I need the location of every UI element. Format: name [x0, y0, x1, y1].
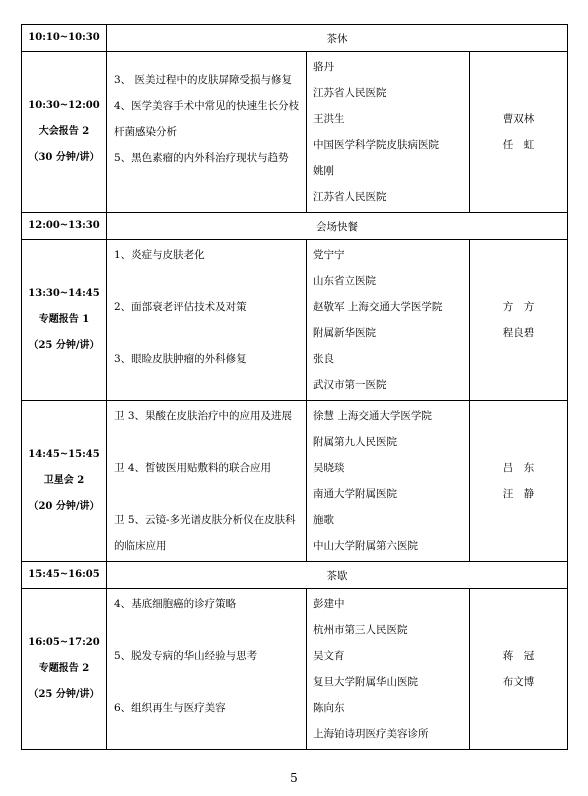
- speakers-cell: [307, 589, 470, 750]
- topic-item: 5、脱发专病的华山经验与思考: [114, 650, 258, 662]
- speaker-line: 中山大学附属第六医院: [313, 540, 418, 552]
- chair-name: 曹双林: [502, 113, 535, 125]
- chair-name: 汪 静: [502, 488, 535, 500]
- break-row: [22, 213, 568, 240]
- time-cell: 15:45~16:05: [22, 562, 107, 589]
- chair-name: 蒋 冠: [502, 650, 535, 662]
- chairs-cell: [470, 401, 568, 562]
- session-row: [22, 589, 568, 750]
- topics-cell: [107, 401, 307, 562]
- speaker-line: 彭建中: [313, 598, 345, 610]
- speakers-cell: [307, 240, 470, 401]
- topic-item: 6、组织再生与医疗美容: [114, 702, 226, 714]
- session-time: 10:30~12:00: [28, 100, 100, 111]
- topics-cell: [107, 240, 307, 401]
- speaker-line: 陈向东: [313, 702, 345, 714]
- speaker-line: 附属新华医院: [313, 327, 376, 339]
- speaker-line: 姚刚: [313, 165, 334, 177]
- chair-name: 吕 东: [502, 462, 535, 474]
- speaker-line: 赵敬军 上海交通大学医学院: [313, 301, 443, 313]
- page-number: 5: [290, 771, 298, 785]
- session-time: 13:30~14:45: [28, 288, 100, 299]
- speaker-line: 吴文育: [313, 650, 345, 662]
- speaker-line: 山东省立医院: [313, 275, 376, 287]
- speaker-line: 王洪生: [313, 113, 345, 125]
- speaker-line: 施歌: [313, 514, 334, 526]
- session-time: 16:05~17:20: [28, 637, 100, 648]
- topics-cell: [107, 52, 307, 213]
- topic-item: 3、 医美过程中的皮肤屏障受损与修复: [114, 74, 293, 86]
- time-cell: 12:00~13:30: [22, 213, 107, 240]
- session-name: 专题报告 1: [38, 314, 90, 325]
- topic-item: 4、医学美容手术中常见的快速生长分枝杆菌感染分析: [114, 100, 300, 138]
- topic-item: 5、黑色素瘤的内外科治疗现状与趋势: [114, 152, 289, 164]
- session-format: （25 分钟/讲）: [28, 340, 100, 351]
- chair-name: 方 方: [502, 301, 535, 313]
- speaker-line: 张良: [313, 353, 334, 365]
- break-label: 会场快餐: [107, 213, 568, 240]
- topic-item: 4、基底细胞癌的诊疗策略: [114, 598, 237, 610]
- break-row: [22, 25, 568, 52]
- speaker-line: 复旦大学附属华山医院: [313, 676, 418, 688]
- topics-cell: [107, 589, 307, 750]
- session-name: 卫星会 2: [43, 475, 85, 486]
- topic-item: 2、面部衰老评估技术及对策: [114, 301, 247, 313]
- speaker-line: 上海铂诗玥医疗美容诊所: [313, 728, 429, 740]
- chair-name: 布文博: [502, 676, 535, 688]
- session-format: （25 分钟/讲）: [28, 689, 100, 700]
- session-format: （30 分钟/讲）: [28, 152, 100, 163]
- speaker-line: 南通大学附属医院: [313, 488, 397, 500]
- time-cell: 10:10~10:30: [22, 25, 107, 52]
- speaker-line: 武汉市第一医院: [313, 379, 387, 391]
- chairs-cell: [470, 589, 568, 750]
- topic-item: 3、眼睑皮肤肿瘤的外科修复: [114, 353, 247, 365]
- session-name: 专题报告 2: [38, 663, 90, 674]
- session-info-cell: [22, 589, 107, 750]
- session-time: 14:45~15:45: [28, 449, 100, 460]
- session-info-cell: [22, 52, 107, 213]
- speakers-cell: [307, 401, 470, 562]
- session-row: [22, 52, 568, 213]
- chairs-cell: [470, 52, 568, 213]
- speaker-line: 江苏省人民医院: [313, 87, 387, 99]
- session-info-cell: [22, 240, 107, 401]
- break-label: 茶休: [107, 25, 568, 52]
- speaker-line: 吴晓琰: [313, 462, 345, 474]
- session-format: （20 分钟/讲）: [28, 501, 100, 512]
- chair-name: 程良碧: [502, 327, 535, 339]
- topic-item: 卫 3、果酸在皮肤治疗中的应用及进展: [114, 410, 293, 422]
- speaker-line: 江苏省人民医院: [313, 191, 387, 203]
- chairs-cell: [470, 240, 568, 401]
- break-row: [22, 562, 568, 589]
- speaker-line: 中国医学科学院皮肤病医院: [313, 139, 439, 151]
- session-name: 大会报告 2: [38, 126, 90, 137]
- session-row: [22, 401, 568, 562]
- topic-item: 卫 5、云镜-多光谱皮肤分析仪在皮肤科的临床应用: [114, 514, 296, 552]
- speaker-line: 骆丹: [313, 61, 334, 73]
- session-info-cell: [22, 401, 107, 562]
- break-label: 茶歇: [107, 562, 568, 589]
- session-row: [22, 240, 568, 401]
- schedule-table: [21, 24, 568, 750]
- speaker-line: 附属第九人民医院: [313, 436, 397, 448]
- speaker-line: 党宁宁: [313, 249, 345, 261]
- speaker-line: 徐慧 上海交通大学医学院: [313, 410, 432, 422]
- topic-item: 1、炎症与皮肤老化: [114, 249, 205, 261]
- speakers-cell: [307, 52, 470, 213]
- topic-item: 卫 4、皙铍医用贴敷料的联合应用: [114, 462, 272, 474]
- chair-name: 任 虹: [502, 139, 535, 151]
- speaker-line: 杭州市第三人民医院: [313, 624, 408, 636]
